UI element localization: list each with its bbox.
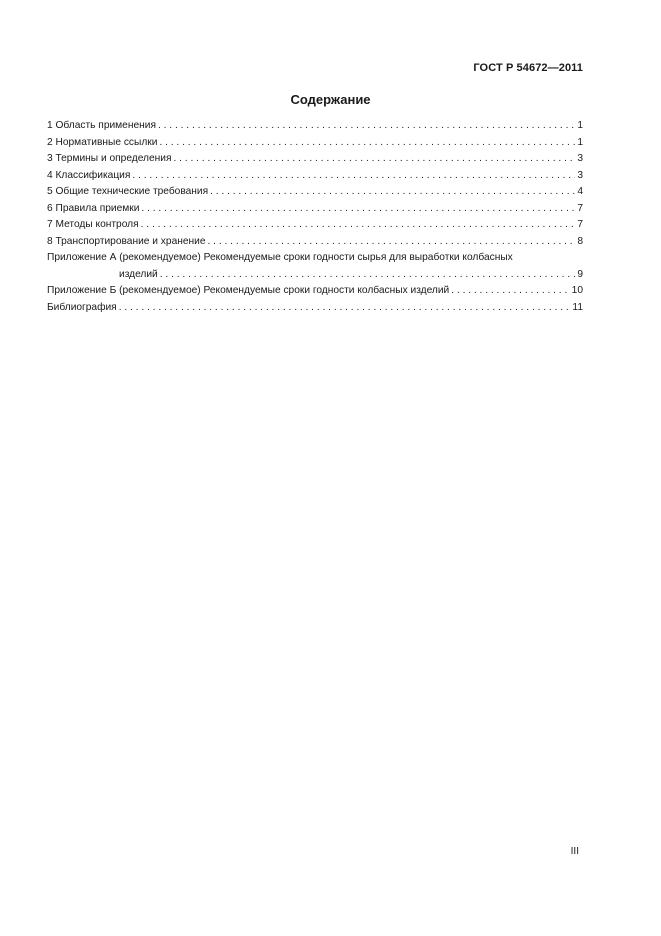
toc-entry-label: 1 Область применения [47,120,156,131]
toc-leader-dots [132,168,575,185]
table-of-contents [47,118,583,316]
page-number: III [570,846,579,857]
toc-entry-label: 6 Правила приемки [47,202,140,214]
toc-entry-page: 1 [577,120,583,131]
document-code: ГОСТ Р 54672—2011 [473,62,583,74]
toc-leader-dots [160,267,576,284]
toc-entry-page: 7 [577,219,583,230]
toc-entry-label: Библиография [47,301,117,313]
toc-entry-8[interactable] [47,234,583,251]
toc-entry-3[interactable] [47,151,583,168]
toc-entry-2[interactable] [47,135,583,152]
toc-entry-page: 3 [577,153,583,164]
toc-entry-label: 2 Нормативные ссылки [47,136,158,148]
toc-entry-page: 10 [571,285,583,296]
toc-entry-page: 8 [577,235,583,247]
toc-entry-5[interactable] [47,184,583,201]
toc-entry-label: Приложение Б (рекомендуемое) Рекомендуемые сроки годности колбасных изделий [47,285,450,296]
toc-leader-dots [141,201,575,218]
toc-leader-dots [158,118,575,135]
toc-entry-label-continued: изделий [119,268,158,280]
toc-entry-page: 1 [577,136,583,148]
toc-leader-dots [208,234,576,251]
toc-leader-dots [141,217,576,234]
toc-entry-appendix-b[interactable] [47,283,583,300]
toc-entry-label: 7 Методы контроля [47,219,139,230]
toc-entry-6[interactable] [47,201,583,218]
toc-entry-label: Приложение А (рекомендуемое) Рекомендуемые сроки годности сырья для выработки колбасных [47,252,513,263]
toc-entry-appendix-a[interactable] [47,250,583,283]
toc-entry-page: 11 [572,301,583,313]
toc-title: Содержание [290,92,371,107]
toc-leader-dots [210,184,575,201]
toc-entry-label: 4 Классификация [47,169,131,181]
toc-leader-dots [159,135,575,152]
toc-entry-label: 3 Термины и определения [47,153,172,164]
toc-leader-dots [173,151,575,168]
toc-entry-4[interactable] [47,168,583,185]
toc-leader-dots [119,300,571,317]
toc-entry-page: 3 [577,169,583,181]
toc-entry-page: 7 [577,202,583,214]
toc-entry-bibliography[interactable] [47,300,583,317]
toc-entry-label: 8 Транспортирование и хранение [47,235,206,247]
toc-entry-page: 9 [577,268,583,280]
toc-entry-label: 5 Общие технические требования [47,186,209,197]
toc-entry-7[interactable] [47,217,583,234]
toc-entry-1[interactable] [47,118,583,135]
toc-leader-dots [451,283,569,300]
toc-entry-page: 4 [577,186,583,197]
